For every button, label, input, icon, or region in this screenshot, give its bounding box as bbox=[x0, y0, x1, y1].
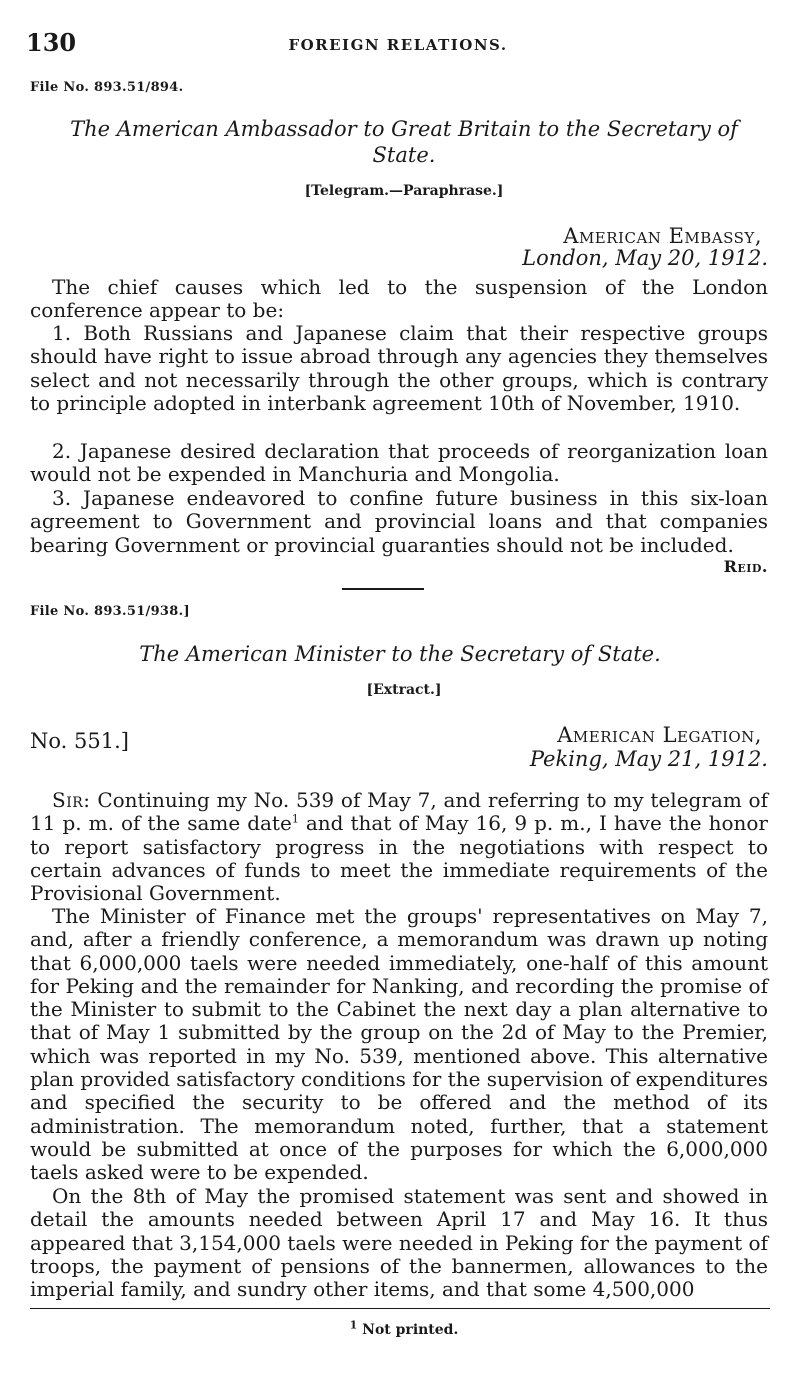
telegram-note: [Telegram.—Paraphrase.] bbox=[304, 183, 504, 199]
file-number-1: File No. 893.51/894. bbox=[30, 80, 184, 95]
footnote-rule bbox=[30, 1308, 770, 1309]
legation-place: American Legation, bbox=[557, 723, 762, 747]
cause-item-3: 3. Japanese endeavored to confine future business in this six-loan agreement to Government and provincial loans and that companies bearing Government or provincial guaranties should not be included. bbox=[30, 486, 768, 557]
footnote-reference: 1 bbox=[291, 812, 299, 826]
signature-reid: Reid. bbox=[723, 557, 768, 576]
section-divider bbox=[342, 588, 424, 590]
embassy-place: American Embassy, bbox=[563, 224, 762, 248]
extract-note: [Extract.] bbox=[366, 682, 442, 698]
cause-item-2: 2. Japanese desired declaration that proceeds of reorganization loan would not be expended in Manchuria and Mongolia. bbox=[30, 439, 768, 487]
footnote bbox=[0, 1318, 808, 1338]
cause-item-1: 1. Both Russians and Japanese claim that their respective groups should have right to issue abroad through any agencies they themselves select and not necessarily through the other groups, which is contrary to principle adopted in interbank agreement 10th of November, 1910. bbox=[30, 321, 768, 415]
page-number: 130 bbox=[26, 28, 77, 57]
legation-date: Peking, May 21, 1912. bbox=[529, 747, 768, 771]
footnote-mark: 1 bbox=[349, 1318, 358, 1332]
paragraph-1-text-b: and that of May 16, 9 p. m., I have the honor to report satisfactory progress in the negotiations with respect to certain advances of funds to meet the immediate requirements of the Provisional Government. bbox=[30, 811, 768, 906]
paragraph-1-text-a: Continuing my No. 539 of May 7, and referring to my telegram of 11 p. m. of the same date bbox=[30, 788, 769, 836]
letter-paragraph-1 bbox=[30, 789, 768, 905]
telegram-intro: The chief causes which led to the suspension of the London conference appear to be: bbox=[30, 275, 768, 323]
letter-paragraph-3: On the 8th of May the promised statement was sent and showed in detail the amounts needed between April 17 and May 16. It thus appeared that 3,154,000 taels were needed in Peking for the payment of troops, the payment of pensions of the bannermen, allowances to the imperial family, and sundry other items, and that some 4,500,000 bbox=[30, 1184, 768, 1302]
embassy-date: London, May 20, 1912. bbox=[522, 246, 768, 270]
salutation: Sir: bbox=[52, 788, 91, 812]
page-header bbox=[26, 28, 770, 60]
running-head: FOREIGN RELATIONS. bbox=[288, 36, 508, 54]
footnote-text: Not printed. bbox=[362, 1322, 459, 1338]
document-title-2: The American Minister to the Secretary of State. bbox=[139, 642, 661, 666]
file-number-2: File No. 893.51/938.] bbox=[30, 604, 190, 619]
document-title-1: The American Ambassador to Great Britain to the Secretary of State. bbox=[70, 117, 738, 167]
dispatch-number: No. 551.] bbox=[30, 729, 129, 753]
letter-paragraph-2: The Minister of Finance met the groups' representatives on May 7, and, after a friendly conference, a memorandum was drawn up noting that 6,000,000 taels were needed immediately, one-half of this amount for Peking and the remainder for Nanking, and recording the promise of the Minister to submit to the Cabinet the next day a plan alternative to that of May 1 submitted by the group on the 2d of May to the Premier, which was reported in my No. 539, mentioned above. This alternative plan provided satisfactory conditions for the supervision of expenditures and specified the security to be offered and the method of its administration. The memorandum noted, further, that a statement would be submitted at once of the purposes for which the 6,000,000 taels asked were to be expended. bbox=[30, 904, 768, 1185]
